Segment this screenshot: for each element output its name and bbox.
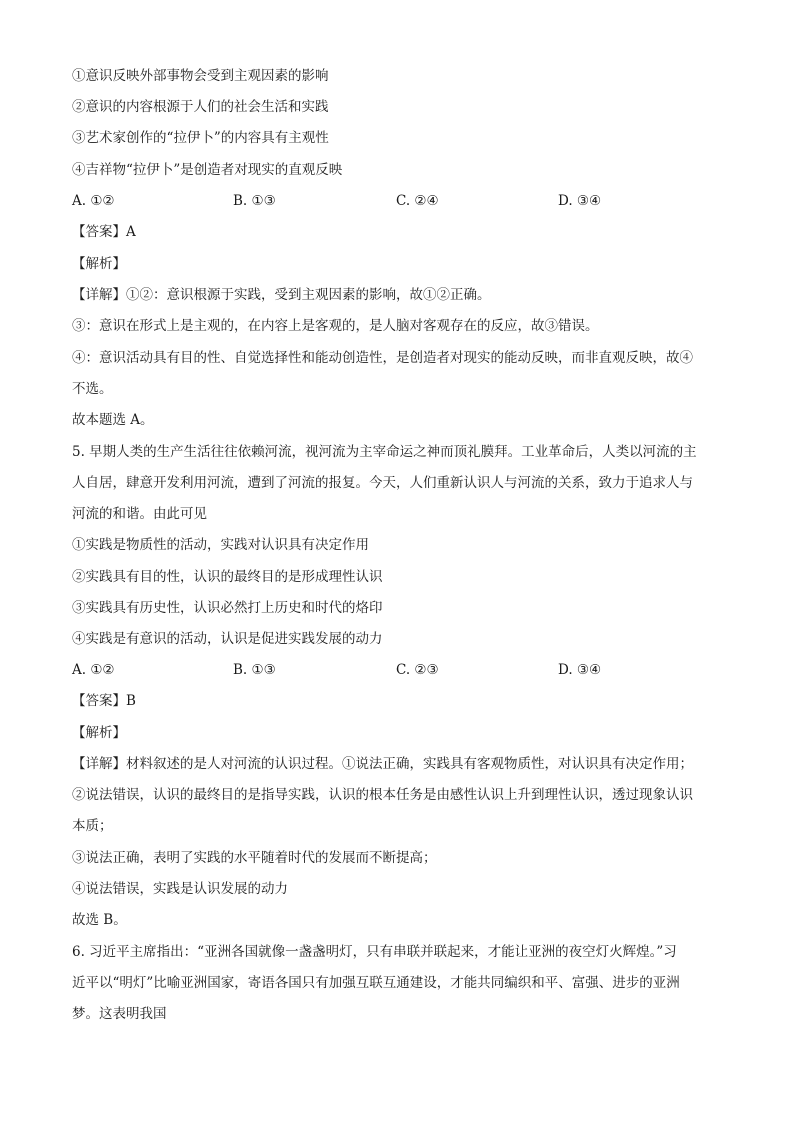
q6-stem-line-3: 梦。这表明我国 (72, 1006, 167, 1022)
q5-statement-3: ③实践具有历史性，认识必然打上历史和时代的烙印 (72, 600, 383, 616)
q5-statement-1: ①实践是物质性的活动，实践对认识具有决定作用 (72, 537, 369, 553)
q4-option-d: D. ③④ (558, 193, 602, 209)
q4-explanation-line-2: ③：意识在形式上是主观的，在内容上是客观的，是人脑对客观存在的反应，故③错误。 (72, 318, 599, 334)
q4-statement-1: ①意识反映外部事物会受到主观因素的影响 (72, 68, 329, 84)
q5-explanation-line-4: ③说法正确，表明了实践的水平随着时代的发展而不断提高； (72, 850, 437, 866)
q5-answer: 【答案】B (72, 693, 136, 709)
q5-stem-line-2: 人自居，肆意开发利用河流，遭到了河流的报复。今天，人们重新认识人与河流的关系，致力于追求人与 (72, 475, 693, 491)
q5-option-c: C. ②③ (396, 662, 439, 678)
q5-analysis-label: 【解析】 (72, 725, 126, 741)
q5-explanation-line-1: 【详解】材料叙述的是人对河流的认识过程。①说法正确，实践具有客观物质性，对认识具有决定作用； (72, 756, 693, 772)
q4-conclusion: 故本题选 A。 (72, 412, 154, 428)
q6-stem-line-2: 近平以“明灯”比喻亚洲国家，寄语各国只有加强互联互通建设，才能共同编织和平、富强、进步的亚洲 (72, 975, 680, 991)
q4-answer: 【答案】A (72, 224, 136, 240)
q4-analysis-label: 【解析】 (72, 256, 126, 272)
q5-option-b: B. ①③ (233, 662, 276, 678)
q5-statement-4: ④实践是有意识的活动，认识是促进实践发展的动力 (72, 631, 383, 647)
q4-statement-4: ④吉祥物“拉伊卜”是创造者对现实的直观反映 (72, 162, 343, 178)
q5-option-d: D. ③④ (558, 662, 602, 678)
q5-stem-line-3: 河流的和谐。由此可见 (72, 506, 207, 522)
q4-option-a: A. ①② (72, 193, 115, 209)
q5-option-a: A. ①② (72, 662, 115, 678)
q4-statement-2: ②意识的内容根源于人们的社会生活和实践 (72, 99, 329, 115)
q4-option-c: C. ②④ (396, 193, 439, 209)
q4-option-b: B. ①③ (233, 193, 276, 209)
q5-conclusion: 故选 B。 (72, 912, 127, 928)
q5-explanation-line-5: ④说法错误，实践是认识发展的动力 (72, 881, 288, 897)
q4-explanation-line-1: 【详解】①②：意识根源于实践，受到主观因素的影响，故①②正确。 (72, 287, 491, 303)
q5-options (72, 660, 724, 680)
q5-stem-line-1: 5. 早期人类的生产生活往往依赖河流，视河流为主宰命运之神而顶礼膜拜。工业革命后，人类以河流的主 (72, 444, 697, 460)
q5-explanation-line-2: ②说法错误，认识的最终目的是指导实践，认识的根本任务是由感性认识上升到理性认识，透过现象认识 (72, 787, 693, 803)
q4-statement-3: ③艺术家创作的“拉伊卜”的内容具有主观性 (72, 130, 329, 146)
q5-statement-2: ②实践具有目的性，认识的最终目的是形成理性认识 (72, 569, 383, 585)
q5-explanation-line-3: 本质； (72, 818, 113, 834)
q4-explanation-line-4: 不选。 (72, 381, 113, 397)
q4-explanation-line-3: ④：意识活动具有目的性、自觉选择性和能动创造性，是创造者对现实的能动反映，而非直观反映，故④ (72, 350, 693, 366)
q4-options (72, 191, 724, 211)
q6-stem-line-1: 6. 习近平主席指出：“亚洲各国就像一盏盏明灯，只有串联并联起来，才能让亚洲的夜空灯火辉煌。”习 (72, 944, 677, 960)
